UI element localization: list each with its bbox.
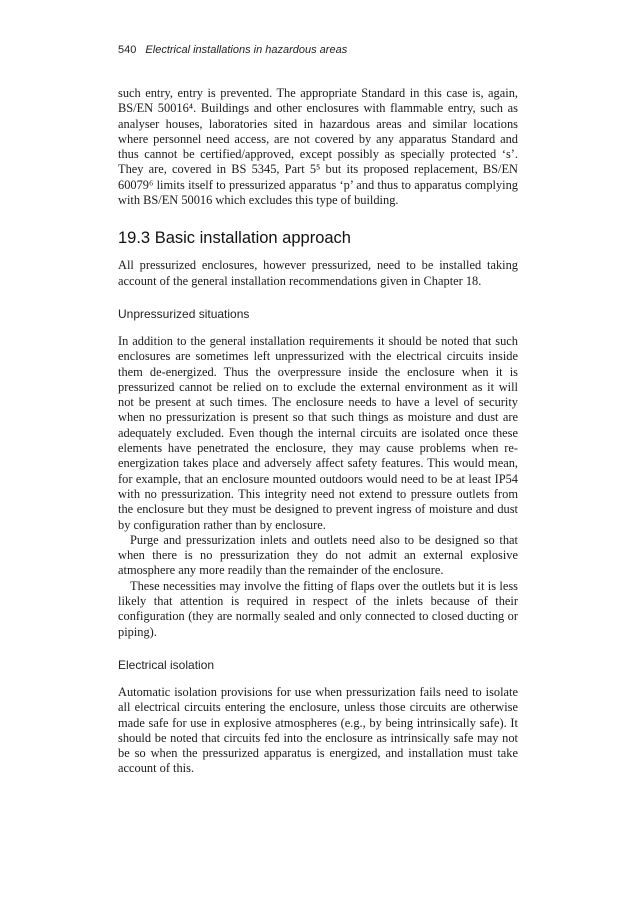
paragraph-unpressurized-2: Purge and pressurization inlets and outlets need also to be designed so that when there is no pressurization they do not admit an external explosive atmosphere any more readily than the remainder of the enclosure. — [118, 532, 518, 578]
paragraph-intro: such entry, entry is prevented. The appropriate Standard in this case is, again, BS/EN 50016⁴. Buildings and other enclosures with flammable entry, such as analyser houses, laboratories sited in hazardous areas and similar locations where personnel need access, are not covered by any apparatus Standard and thus cannot be certified/approved, except possibly as specially protected ‘s’. They are, covered in BS 5345, Part 5⁵ but its proposed replacement, BS/EN 60079⁶ limits itself to pressurized apparatus ‘p’ and thus to apparatus complying with BS/EN 50016 which excludes this type of building. — [118, 86, 518, 208]
section-heading: 19.3 Basic installation approach — [118, 229, 351, 248]
paragraph-section-intro: All pressurized enclosures, however pressurized, need to be installed taking account of the general installation recommendations given in Chapter 18. — [118, 258, 518, 288]
page-number: 540 — [118, 44, 137, 56]
body-text — [118, 86, 518, 777]
subheading-electrical-isolation: Electrical isolation — [118, 657, 215, 672]
paragraph-isolation: Automatic isolation provisions for use when pressurization fails need to isolate all electrical circuits entering the enclosure, unless those circuits are otherwise made safe for use in explosive atmospheres (e.g., by being intrinsically safe). It should be noted that circuits fed into the enclosure as intrinsically safe may not be so when the pressurized apparatus is energized, and installation must take account of this. — [118, 684, 518, 776]
running-header — [118, 44, 347, 56]
paragraph-unpressurized-1: In addition to the general installation requirements it should be noted that such enclosures are sometimes left unpressurized with the electrical circuits inside them de-energized. Thus the overpressure inside the enclosure when it is pressurized cannot be relied on to exclude the external environment as it will not be present at such times. The enclosure needs to have a level of security when no pressurization is present so that such things as moisture and dust are adequately excluded. Even though the internal circuits are isolated once these elements have penetrated the enclosure, they may cause problems when re-energization takes place and adversely affect safety features. This would mean, for example, that an enclosure mounted outdoors would need to be at least IP54 with no pressurization. This integrity need not extend to pressure outlets from the enclosure but they must be designed to prevent ingress of moisture and dust by configuration rather than by enclosure. — [118, 333, 518, 532]
running-title: Electrical installations in hazardous areas — [145, 44, 348, 56]
paragraph-unpressurized-3: These necessities may involve the fitting of flaps over the outlets but it is less likely that attention is required in respect of the inlets because of their configuration (they are normally sealed and only connected to closed ducting or piping). — [118, 578, 518, 639]
subheading-unpressurized: Unpressurized situations — [118, 306, 250, 321]
